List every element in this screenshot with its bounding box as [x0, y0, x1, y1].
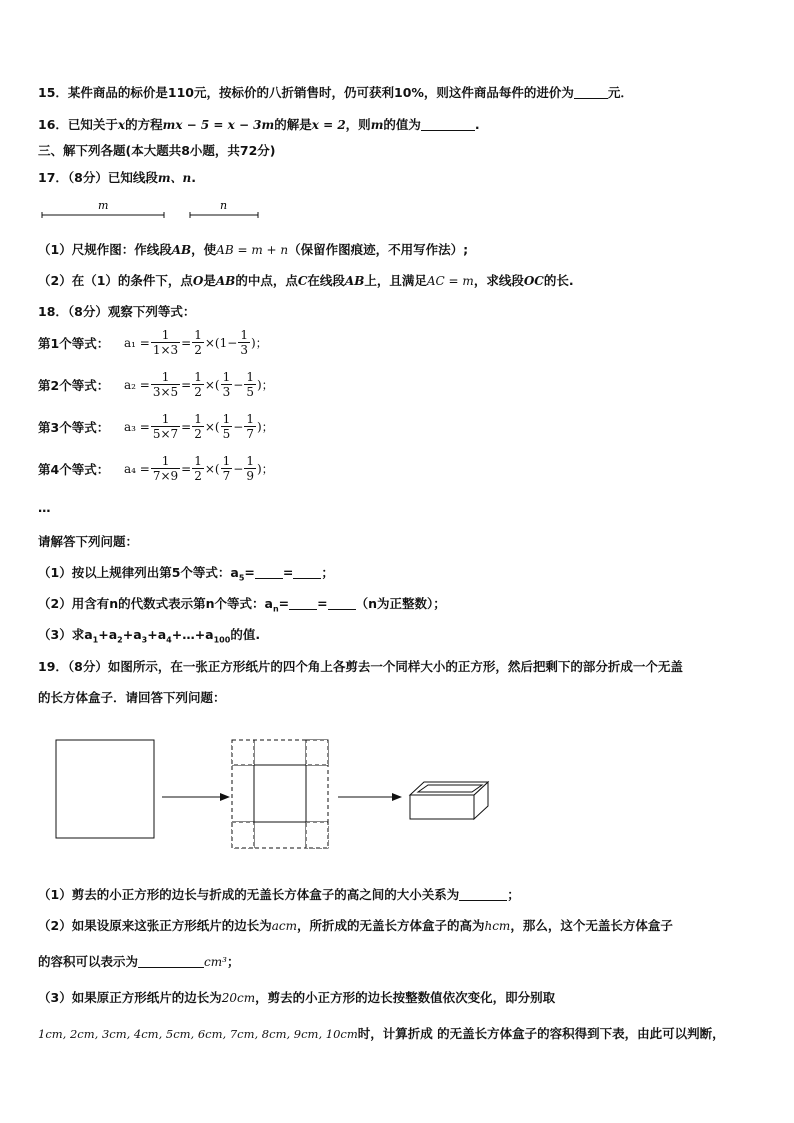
q19-s3-text: ，剪去的小正方形的边长按整数值依次变化，即分别取 — [255, 990, 556, 1005]
equation-end: )； — [256, 420, 274, 434]
equation-label: 第2个等式： — [38, 377, 110, 393]
fraction — [221, 370, 233, 399]
q18-s2-eq: = — [317, 596, 328, 611]
q19-subquestion-2-line-2 — [38, 952, 239, 970]
fraction-denominator: 1×3 — [152, 343, 179, 357]
fraction-denominator: 9 — [246, 469, 254, 483]
question-18-heading: 18．（8分）观察下列等式： — [38, 304, 196, 319]
equation-end: )； — [256, 378, 274, 392]
fraction-denominator: 7×9 — [152, 469, 179, 483]
equals-sign: = — [181, 335, 192, 350]
q17-s2-text: 的长. — [543, 273, 574, 288]
q18-s3-term: +…+a — [171, 627, 214, 642]
q19-s2-text: ，所折成的无盖长方体盒子的高为 — [296, 918, 485, 933]
q19-s3-values: 1cm, 2cm, 3cm, 4cm, 5cm, 6cm, 7cm, 8cm, 9cm, 10cm — [38, 1027, 358, 1041]
q19-subquestion-3 — [38, 988, 555, 1006]
minus-sign: − — [233, 377, 244, 392]
fraction — [192, 328, 204, 357]
q18-s1-end: ； — [321, 565, 334, 580]
q18-s3-term: +a — [147, 627, 167, 642]
q18-equation-row — [38, 454, 274, 483]
q16-solution: x = 2 — [311, 118, 346, 132]
fraction-denominator: 3 — [222, 385, 231, 399]
q17-head: 17．（8分）已知线段 — [38, 170, 158, 185]
q16-tail: . — [474, 117, 480, 132]
q18-s3-sub: 2 — [117, 635, 123, 645]
equation-lhs: a₃ = — [124, 419, 150, 434]
fraction-numerator: 1 — [246, 454, 254, 468]
fraction-denominator: 3×5 — [152, 385, 179, 399]
q18-subquestion-3 — [38, 625, 260, 645]
q15-number: 15． — [38, 85, 68, 100]
fraction-denominator: 3 — [240, 343, 248, 357]
fraction-denominator: 2 — [194, 343, 202, 357]
q18-s1-eq: = — [282, 565, 294, 580]
q18-s2-end: （n为正整数）； — [355, 596, 446, 611]
fraction-denominator: 5 — [246, 385, 254, 399]
fraction-numerator: 1 — [151, 454, 180, 469]
q18-s3-sub: 3 — [141, 635, 148, 645]
q18-s1-blank-2[interactable] — [293, 566, 321, 579]
q17-subquestion-2 — [38, 271, 574, 289]
q18-equation-row — [38, 328, 268, 357]
q18-s2-blank-1[interactable] — [289, 597, 317, 610]
segment-n-label: n — [220, 199, 228, 212]
fraction-numerator: 1 — [194, 328, 202, 342]
equation-lhs: a₄ = — [124, 461, 150, 476]
fraction-denominator: 5 — [222, 427, 231, 441]
q18-s1-sub: 5 — [238, 573, 245, 583]
q17-s2-equation: AC = m — [426, 274, 474, 288]
q17-s2-ab: AB — [344, 274, 365, 288]
q17-s2-text: 上，且满足 — [364, 273, 427, 288]
equation-operator: ×( — [204, 377, 220, 392]
fraction-numerator: 1 — [194, 412, 202, 426]
fraction — [151, 370, 180, 399]
equation-end: )； — [250, 336, 268, 350]
fraction-denominator: 2 — [194, 385, 202, 399]
question-17-heading — [38, 168, 196, 186]
arrow-1-head — [220, 793, 230, 801]
q16-text: 已知关于 — [67, 117, 118, 132]
q19-s3-length: 20cm — [221, 991, 256, 1005]
fraction-numerator: 1 — [222, 412, 231, 426]
fraction — [238, 328, 250, 357]
q16-text: ，则 — [345, 117, 371, 132]
question-15 — [38, 83, 633, 101]
q18-subquestion-2 — [38, 594, 446, 614]
q18-s1-blank-1[interactable] — [255, 566, 283, 579]
q18-s1-eq: = — [244, 565, 255, 580]
segment-m-label: m — [98, 199, 109, 212]
fraction-denominator: 5×7 — [152, 427, 179, 441]
fraction-denominator: 7 — [222, 469, 231, 483]
q17-s2-ab: AB — [215, 274, 236, 288]
equation-label: 第4个等式： — [38, 461, 110, 477]
q18-s3-text: （3）求a — [38, 627, 93, 642]
q18-s2-eq: = — [278, 596, 290, 611]
q19-s1-blank[interactable] — [459, 888, 507, 901]
equation-operator: ×(1− — [204, 335, 238, 350]
q18-equation-row — [38, 412, 274, 441]
equation-operator: ×( — [204, 461, 220, 476]
q18-s2-sub: n — [272, 604, 279, 614]
equation-end: )； — [256, 462, 274, 476]
fraction-denominator: 2 — [194, 469, 202, 483]
fraction-numerator: 1 — [246, 370, 254, 384]
q16-var-x: x — [117, 118, 126, 132]
q18-s3-sub: 1 — [92, 635, 99, 645]
q16-text: 的方程 — [125, 117, 163, 132]
q18-s3-term: +a — [122, 627, 142, 642]
q18-prompt: 请解答下列问题： — [38, 534, 139, 549]
q18-ellipsis: … — [38, 500, 51, 515]
fraction — [221, 454, 233, 483]
segments-figure — [38, 196, 278, 222]
equals-sign: = — [181, 377, 192, 392]
q19-s1-text: （1）剪去的小正方形的边长与折成的无盖长方体盒子的高之间的大小关系为 — [38, 887, 460, 902]
q16-text: 的值为 — [383, 117, 421, 132]
q18-s1-text: （1）按以上规律列出第5个等式：a — [38, 565, 239, 580]
fraction — [244, 412, 256, 441]
corner-cut-br — [306, 822, 328, 848]
fraction-numerator: 1 — [246, 412, 254, 426]
fraction-denominator: 2 — [194, 427, 202, 441]
fraction — [151, 412, 180, 441]
q18-equation-row — [38, 370, 274, 399]
q19-s2-unit: cm³ — [204, 955, 227, 969]
q15-text: 某件商品的标价是110元，按标价的八折销售时，仍可获利10%，则这件商品每件的进价为 — [67, 85, 574, 100]
q17-s2-point-o: O — [192, 274, 204, 288]
q18-s3-term: +a — [98, 627, 118, 642]
q17-s2-oc: OC — [523, 274, 544, 288]
q19-s3-text: （3）如果原正方形纸片的边长为 — [38, 990, 222, 1005]
equation-label: 第3个等式： — [38, 419, 110, 435]
corner-cut-tr — [306, 740, 328, 765]
box-front — [410, 795, 474, 819]
q19-subquestion-3-line-2 — [38, 1024, 725, 1042]
q19-subquestion-1 — [38, 885, 520, 903]
q19-s2-text: 的容积可以表示为 — [38, 954, 139, 969]
equation-lhs: a₂ = — [124, 377, 150, 392]
q17-s2-text: 的中点，点 — [235, 273, 298, 288]
q17-s1-text: ，使 — [191, 242, 217, 257]
q17-s2-text: 在线段 — [307, 273, 345, 288]
fraction-denominator: 7 — [246, 427, 254, 441]
fraction — [192, 370, 204, 399]
fraction — [192, 454, 204, 483]
q18-s3-sub: 100 — [213, 635, 231, 645]
fraction — [192, 412, 204, 441]
q19-s2-text: （2）如果设原来这张正方形纸片的边长为 — [38, 918, 272, 933]
fraction-numerator: 1 — [240, 328, 248, 342]
fraction-numerator: 1 — [194, 370, 202, 384]
minus-sign: − — [233, 419, 244, 434]
q18-s2-text: （2）用含有n的代数式表示第n个等式：a — [38, 596, 273, 611]
q19-s3-text: 时，计算折成 的无盖长方体盒子的容积得到下表，由此可以判断， — [357, 1026, 725, 1041]
q17-segments: m、n — [157, 171, 192, 185]
fraction — [151, 328, 180, 357]
equation-label: 第1个等式： — [38, 335, 110, 351]
equation-operator: ×( — [204, 419, 220, 434]
q19-s2-hcm: hcm — [484, 919, 511, 933]
q19-s2-text: ，那么，这个无盖长方体盒子 — [510, 918, 673, 933]
equals-sign: = — [181, 419, 192, 434]
q16-equation: mx − 5 = x − 3m — [162, 118, 275, 132]
equation-lhs: a₁ = — [124, 335, 150, 350]
minus-sign: − — [233, 461, 244, 476]
q17-s1-equation: AB = m + n — [216, 243, 289, 257]
q17-s2-text: （2）在（1）的条件下，点 — [38, 273, 193, 288]
q19-s2-blank[interactable] — [138, 955, 204, 968]
q15-answer-blank[interactable] — [574, 86, 608, 99]
q17-subquestion-1 — [38, 240, 468, 258]
q18-s3-end: 的值. — [230, 627, 261, 642]
question-16 — [38, 115, 480, 133]
section-3-heading: 三、解下列各题(本大题共8小题，共72分) — [38, 143, 276, 158]
fraction — [151, 454, 180, 483]
fraction-numerator: 1 — [151, 328, 180, 343]
q17-dot: . — [191, 170, 197, 185]
fraction — [221, 412, 233, 441]
fraction-numerator: 1 — [151, 370, 180, 385]
q19-subquestion-2 — [38, 916, 673, 934]
q19-s2-acm: acm — [271, 919, 297, 933]
q17-s1-text: （保留作图痕迹，不用写作法）; — [288, 242, 469, 257]
q18-s2-blank-2[interactable] — [328, 597, 356, 610]
corner-cut-tl — [232, 740, 254, 765]
cut-paper — [232, 740, 328, 848]
q19-s2-end: ； — [226, 954, 240, 969]
fraction — [244, 454, 256, 483]
q17-s2-point-c: C — [297, 274, 308, 288]
arrow-2-head — [392, 793, 402, 801]
open-box — [410, 782, 488, 819]
fraction-numerator: 1 — [222, 454, 231, 468]
q18-subquestion-1 — [38, 563, 334, 583]
q17-s2-text: 是 — [203, 273, 216, 288]
q17-s1-text: （1）尺规作图：作线段 — [38, 242, 172, 257]
corner-cut-bl — [232, 822, 254, 848]
q19-s1-end: ； — [507, 887, 520, 902]
q18-s3-sub: 4 — [166, 635, 172, 645]
fraction — [244, 370, 256, 399]
question-19-line-2: 的长方体盒子．请回答下列问题： — [38, 690, 226, 705]
q16-answer-blank[interactable] — [421, 118, 475, 131]
q16-number: 16． — [38, 117, 68, 132]
q16-var-m: m — [370, 118, 384, 132]
square-paper — [56, 740, 154, 838]
question-19-line-1: 19．（8分）如图所示，在一张正方形纸片的四个角上各剪去一个同样大小的正方形，然后把剩下的部分折成一个无盖 — [38, 659, 683, 674]
q15-tail: 元． — [607, 85, 633, 100]
fraction-numerator: 1 — [222, 370, 231, 384]
fraction-numerator: 1 — [194, 454, 202, 468]
box-folding-figure — [40, 730, 510, 860]
q17-s1-ab: AB — [171, 243, 192, 257]
q16-text: 的解是 — [274, 117, 312, 132]
q17-s2-text: ，求线段 — [473, 273, 524, 288]
fraction-numerator: 1 — [151, 412, 180, 427]
equals-sign: = — [181, 461, 192, 476]
